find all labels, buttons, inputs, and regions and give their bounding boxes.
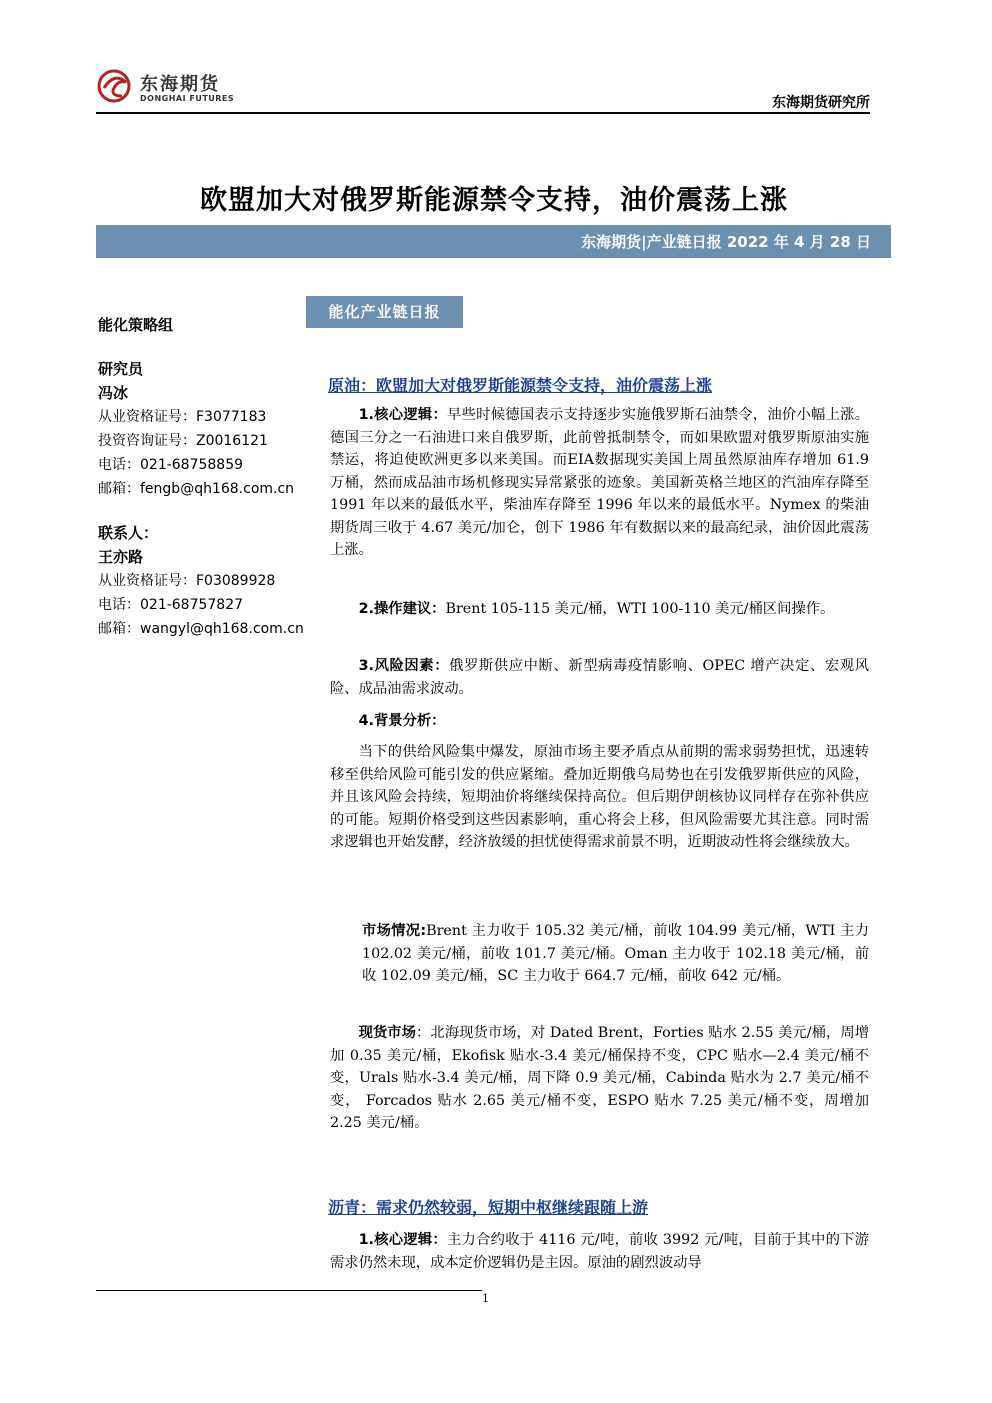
asphalt-core-logic-label: 1.核心逻辑： [358, 1232, 447, 1248]
researcher-cert: 从业资格证号：F3077183 [98, 409, 267, 425]
footer-divider [96, 1290, 482, 1291]
contact-phone: 电话：021-68757827 [98, 597, 244, 613]
asphalt-heading: 沥青：需求仍然较弱，短期中枢继续跟随上游 [328, 1198, 649, 1217]
crude-operation [330, 598, 869, 621]
banner-text: 东海期货|产业链日报 2022 年 4 月 28 日 [581, 233, 871, 251]
contact-name: 王亦路 [98, 548, 144, 566]
contact-email: 邮箱：wangyl@qh168.com.cn [98, 621, 304, 637]
section-tag: 能化产业链日报 [306, 296, 463, 328]
crude-spot-text: ：北海现货市场，对 Dated Brent，Forties 贴水 2.55 美元/桶，周增加 0.35 美元/桶，Ekofisk 贴水-3.4 美元/桶保持不变，CPC 贴水—2.4 美元/桶不变，Urals 贴水-3.4 美元/桶，周下降 0.9 美元/桶，Cabinda 贴水为 2.7 美元/桶不变， Forcados 贴水 2.65 美元/桶不变，ESPO 贴水 7.25 美元/桶不变，周增加 2.25 美元/桶。 [330, 1025, 869, 1131]
crude-background-label: 4.背景分析： [358, 713, 446, 729]
crude-risk-label: 3.风险因素： [358, 658, 450, 674]
crude-core-logic-text: 早些时候德国表示支持逐步实施俄罗斯石油禁令，油价小幅上涨。德国三分之一石油进口来自俄罗斯，此前曾抵制禁令，而如果欧盟对俄罗斯原油实施禁运，将迫使欧洲更多以来美国。而EIA数据现实美国上周虽然原油库存增加 61.9 万桶，然而成品油市场机修现实异常紧张的迹象。美国新英格兰地区的汽油库存降至 1991 年以来的最低水平，柴油库存降至 1996 年以来的最低水平。Nymex 的柴油期货周三收于 4.67 美元/加仑，创下 1986 年有数据以来的最高纪录，油价因此震荡上涨。 [330, 407, 869, 558]
crude-operation-text: Brent 105-115 美元/桶，WTI 100-110 美元/桶区间操作。 [445, 601, 835, 617]
crude-background-heading [330, 710, 869, 733]
contact-cert: 从业资格证号：F03089928 [98, 573, 276, 589]
crude-market-text: Brent 主力收于 105.32 美元/桶，前收 104.99 美元/桶，WTI 主力 102.02 美元/桶，前收 101.7 美元/桶。Oman 主力收于 102.18 美元/桶，前收 102.09 美元/桶，SC 主力收于 664.7 元/桶，前收 642 元/桶。 [362, 923, 869, 984]
asphalt-core-logic-text: 主力合约收于 4116 元/吨，前收 3992 元/吨，目前于其中的下游需求仍然未现，成本定价逻辑仍是主因。原油的剧烈波动导 [330, 1232, 869, 1271]
crude-market [362, 920, 869, 988]
asphalt-core-logic [330, 1229, 869, 1274]
strategy-group: 能化策略组 [98, 316, 174, 334]
logo-text-en: DONGHAI FUTURES [140, 94, 235, 103]
logo-text-cn: 东海期货 [140, 74, 220, 95]
crude-market-label: 市场情况: [362, 923, 427, 939]
institute-name: 东海期货研究所 [772, 95, 870, 111]
report-banner [96, 225, 891, 258]
researcher-name: 冯冰 [98, 384, 129, 402]
crude-operation-label: 2.操作建议： [358, 601, 446, 617]
crude-spot [330, 1022, 869, 1135]
researcher-label: 研究员 [98, 360, 144, 378]
crude-core-logic [330, 404, 869, 562]
crude-spot-label: 现货市场 [358, 1025, 417, 1041]
report-title: 欧盟加大对俄罗斯能源禁令支持，油价震荡上涨 [200, 185, 788, 216]
company-logo [96, 66, 236, 110]
page-number: 1 [482, 1292, 489, 1305]
header-divider [96, 112, 870, 114]
contact-label: 联系人： [98, 524, 159, 542]
crude-core-logic-label: 1.核心逻辑： [358, 407, 448, 423]
researcher-email: 邮箱：fengb@qh168.com.cn [98, 481, 295, 497]
researcher-phone: 电话：021-68758859 [98, 457, 244, 473]
logo-emblem-icon [96, 66, 136, 106]
crude-background-text: 当下的供给风险集中爆发，原油市场主要矛盾点从前期的需求弱势担忧，迅速转移至供给风险可能引发的供应紧缩。叠加近期俄乌局势也在引发俄罗斯供应的风险，并且该风险会持续，短期油价将继续保持高位。但后期伊朗核协议同样存在弥补供应的可能。短期价格受到这些因素影响，重心将会上移，但风险需要尤其注意。同时需求逻辑也开始发酵，经济放缓的担忧使得需求前景不明，近期波动性将会继续放大。 [330, 744, 869, 850]
researcher-invest-cert: 投资咨询证号：Z0016121 [98, 433, 268, 449]
crude-heading: 原油：欧盟加大对俄罗斯能源禁令支持，油价震荡上涨 [328, 376, 713, 395]
crude-risk-text: 俄罗斯供应中断、新型病毒疫情影响、OPEC 增产决定、宏观风险、成品油需求波动。 [330, 658, 869, 697]
crude-risk [330, 655, 869, 700]
